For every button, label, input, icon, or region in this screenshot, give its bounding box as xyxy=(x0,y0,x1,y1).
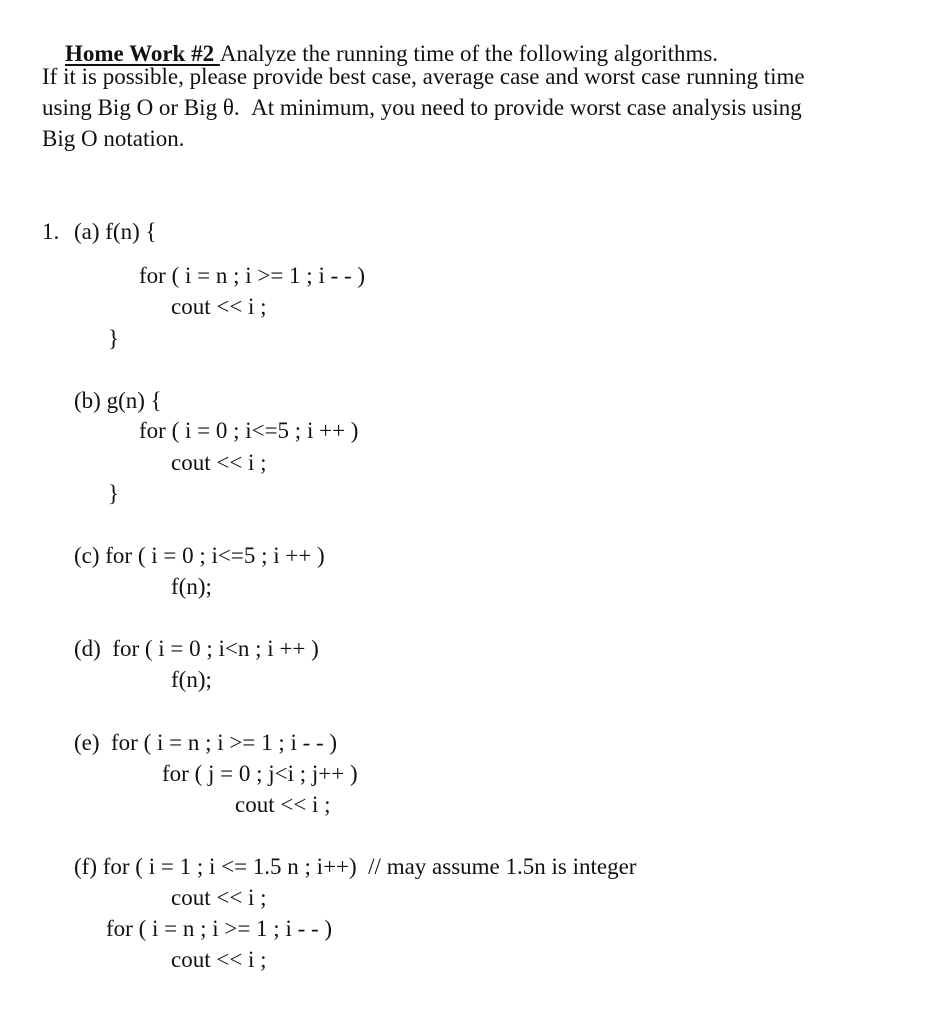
part-a-body: cout << i ; xyxy=(171,294,267,319)
part-a-loop: for ( i = n ; i >= 1 ; i - - ) xyxy=(139,263,366,288)
part-f-loop-2: for ( i = n ; i >= 1 ; i - - ) xyxy=(106,916,333,941)
instructions-line-2: using Big O or Big θ. At minimum, you need to provide worst case analysis using xyxy=(42,95,802,120)
part-d-body: f(n); xyxy=(171,667,212,692)
part-c-loop: (c) for ( i = 0 ; i<=5 ; i ++ ) xyxy=(74,543,325,568)
part-a-header: (a) f(n) { xyxy=(74,219,157,244)
homework-title: Home Work #2 xyxy=(65,41,220,66)
part-f-body-1: cout << i ; xyxy=(171,885,267,910)
part-b-body: cout << i ; xyxy=(171,450,267,475)
part-b-header: (b) g(n) { xyxy=(74,388,162,413)
instructions-line-1: If it is possible, please provide best case, average case and worst case running time xyxy=(42,64,805,89)
part-b-close: } xyxy=(108,481,120,506)
homework-subtitle: Analyze the running time of the following algorithms. xyxy=(219,41,719,66)
part-e-body: cout << i ; xyxy=(235,792,331,817)
part-e-outer-loop: (e) for ( i = n ; i >= 1 ; i - - ) xyxy=(74,730,338,755)
instructions-line-3: Big O notation. xyxy=(42,126,185,151)
part-e-inner-loop: for ( j = 0 ; j<i ; j++ ) xyxy=(162,761,358,786)
problem-number: 1. xyxy=(42,219,60,244)
part-c-body: f(n); xyxy=(171,574,212,599)
part-a-close: } xyxy=(108,326,120,351)
part-f-body-2: cout << i ; xyxy=(171,947,267,972)
part-f-loop-1: (f) for ( i = 1 ; i <= 1.5 n ; i++) // may assume 1.5n is integer xyxy=(74,854,637,879)
part-b-loop: for ( i = 0 ; i<=5 ; i ++ ) xyxy=(139,418,359,443)
part-d-loop: (d) for ( i = 0 ; i<n ; i ++ ) xyxy=(74,636,319,661)
